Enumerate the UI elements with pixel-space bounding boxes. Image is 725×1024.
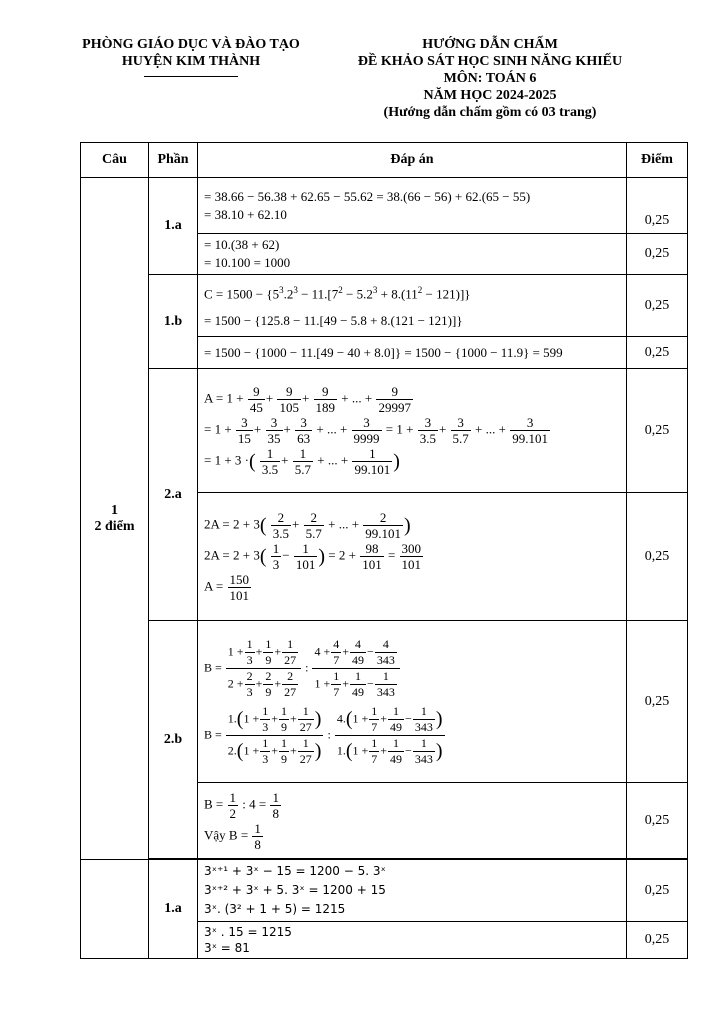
answer-line: 2A = 2 + 3( $\frac{2}{3.5}$ + $\frac{2}{5.7}$ + ... + $\frac{2}{99.101}$ ) <box>204 510 411 541</box>
answer-cell <box>198 621 627 783</box>
answer-cell <box>198 783 627 859</box>
exam-title: ĐỀ KHẢO SÁT HỌC SINH NĂNG KHIẾU <box>357 54 623 69</box>
answer-line: 3ˣ⁺² + 3ˣ + 5. 3ˣ = 1200 + 15 <box>204 883 386 897</box>
table-row <box>81 369 688 493</box>
answer-line: = 10.(38 + 62) <box>204 237 280 252</box>
col-header-part: Phần <box>149 143 198 178</box>
answer-line: B = 1 + $\frac{1}{3}$ + $\frac{1}{9}$ + $\frac{1}{27}$ 2 + $\frac{2}{3}$ + $\frac{2}{9}$ + $\frac{2}{27}$ : 4 + $\frac{4}{7}$ + $\frac{4}{49}$ − $\frac{4}{343}$ 1 + $\frac{1}{7}$ + $\frac{1}{49}$ − $\frac{1}{343}$ <box>204 637 620 700</box>
question-number: 1 <box>111 502 118 518</box>
answer-line: = 1500 − {125.8 − 11.[49 − 5.8 + 8.(121 − 121)]} <box>204 312 463 328</box>
answer-cell <box>198 922 627 959</box>
grading-table <box>80 142 688 959</box>
answer-line: A = 1 + $\frac{9}{45}$ + $\frac{9}{105}$ + $\frac{9}{189}$ + ... + $\frac{9}{29997}$ <box>204 384 411 415</box>
answer-line: 3ˣ⁺¹ + 3ˣ − 15 = 1200 − 5. 3ˣ <box>204 864 386 878</box>
score-cell: 0,25 <box>627 922 688 959</box>
part-cell: 1.a <box>149 178 198 275</box>
score-cell: 0,25 <box>627 178 688 234</box>
answer-cell <box>198 493 627 621</box>
score-cell: 0,25 <box>627 337 688 369</box>
answer-cell <box>198 178 627 234</box>
score-cell: 0,25 <box>627 783 688 859</box>
answer-line: 3ˣ . 15 = 1215 <box>204 925 292 939</box>
col-header-question: Câu <box>81 143 149 178</box>
answer-line: = 1 + 3 ·( $\frac{1}{3.5}$ + $\frac{1}{5.7}$ + ... + $\frac{1}{99.101}$ ) <box>204 446 400 477</box>
answer-line: = 38.10 + 62.10 <box>204 206 287 222</box>
table-row <box>81 860 688 922</box>
answer-cell <box>198 337 627 369</box>
score-cell: 0,25 <box>627 369 688 493</box>
part-cell: 1.a <box>149 860 198 959</box>
table-header-row <box>81 143 688 178</box>
answer-line: = 38.66 − 56.38 + 62.65 − 55.62 = 38.(66 − 56) + 62.(65 − 55) <box>204 188 531 204</box>
answer-cell <box>198 275 627 337</box>
answer-line: A = $\frac{150}{101}$ <box>204 572 250 603</box>
question-cell <box>81 860 149 959</box>
question-points: 2 điểm <box>94 518 135 534</box>
score-cell: 0,25 <box>627 275 688 337</box>
answer-cell <box>198 234 627 275</box>
header-left <box>60 36 322 77</box>
score-cell: 0,25 <box>627 621 688 783</box>
part-cell: 1.b <box>149 275 198 369</box>
table-row <box>81 275 688 337</box>
question-cell <box>81 178 149 860</box>
answer-line: B = $\frac{1}{2}$ : 4 = $\frac{1}{8}$ <box>204 789 279 821</box>
page-count-note: (Hướng dẫn chấm gồm có 03 trang) <box>383 105 597 120</box>
answer-line: = 1 + $\frac{3}{15}$ + $\frac{3}{35}$ + $\frac{3}{63}$ + ... + $\frac{3}{9999}$ = 1 + $\frac{3}{3.5}$ + $\frac{3}{5.7}$ + ... + $\frac{3}{99.101}$ <box>204 415 548 446</box>
answer-line: Vậy B = $\frac{1}{8}$ <box>204 820 261 852</box>
answer-line: 2A = 2 + 3( $\frac{1}{3}$ − $\frac{1}{101}$ ) = 2 + $\frac{98}{101}$ = $\frac{300}{101}$ <box>204 541 422 572</box>
department-name: PHÒNG GIÁO DỤC VÀ ĐÀO TẠO <box>82 37 300 52</box>
score-cell: 0,25 <box>627 234 688 275</box>
table-row <box>81 178 688 234</box>
part-cell: 2.a <box>149 369 198 621</box>
answer-line: = 1500 − {1000 − 11.[49 − 40 + 8.0]} = 1500 − {1000 − 11.9} = 599 <box>204 344 563 360</box>
score-cell: 0,25 <box>627 493 688 621</box>
header-right <box>330 36 650 121</box>
subject: MÔN: TOÁN 6 <box>443 71 537 86</box>
col-header-score: Điểm <box>627 143 688 178</box>
header-underline <box>144 76 238 77</box>
answer-line: 3ˣ. (3² + 1 + 5) = 1215 <box>204 902 346 916</box>
doc-title: HƯỚNG DẪN CHẤM <box>422 37 558 52</box>
answer-cell <box>198 369 627 493</box>
answer-cell <box>198 860 627 922</box>
score-cell: 0,25 <box>627 860 688 922</box>
answer-line: $C = 1500 - \{5^3.2^3 - 11.[7^2 - 5.2^3 + 8.(11^2 - 121)]\}$ <box>204 285 471 302</box>
part-cell: 2.b <box>149 621 198 859</box>
district-name: HUYỆN KIM THÀNH <box>121 54 261 69</box>
answer-line: B = 1.(1 + $\frac{1}{3}$ + $\frac{1}{9}$ + $\frac{1}{27}$ ) 2.(1 + $\frac{1}{3}$ + $\frac{1}{9}$ + $\frac{1}{27}$ ) : 4.(1 + $\frac{1}{7}$ + $\frac{1}{49}$ − $\frac{1}{343}$ ) 1.(1 + $\frac{1}{7}$ + $\frac{1}{49}$ − $\frac{1}{343}$ ) <box>204 703 443 766</box>
col-header-answer: Đáp án <box>198 143 627 178</box>
school-year: NĂM HỌC 2024-2025 <box>423 88 557 103</box>
answer-line: 3ˣ = 81 <box>204 941 250 955</box>
answer-line: = 10.100 = 1000 <box>204 255 291 270</box>
table-row <box>81 621 688 783</box>
